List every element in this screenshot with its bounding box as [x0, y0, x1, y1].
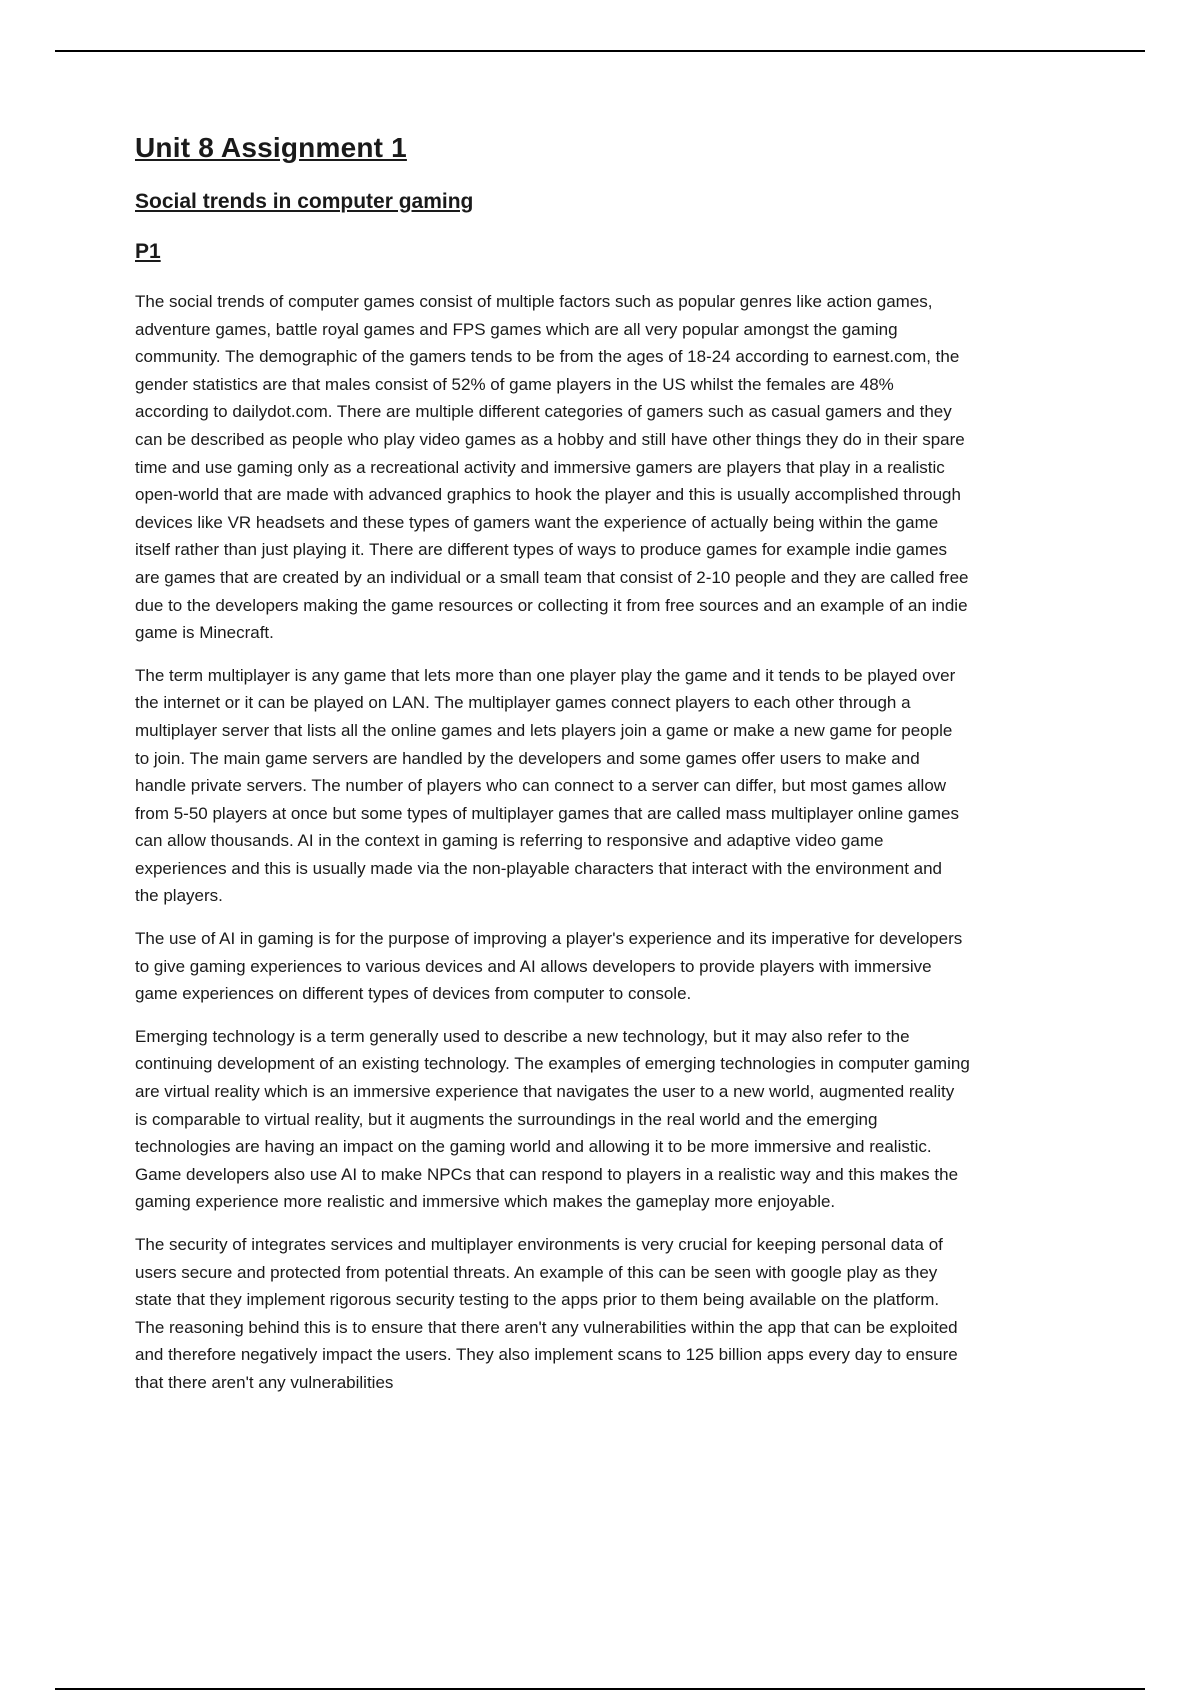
body-paragraph-3: The use of AI in gaming is for the purpose of improving a player's experience and its imperative for developers to give gaming experiences to various devices and AI allows developers to provide players with immersive game experiences on different types of devices from computer to console.: [135, 929, 963, 1004]
bottom-border-rule: [55, 1688, 1145, 1690]
body-paragraph-5: The security of integrates services and multiplayer environments is very crucial for keeping personal data of users secure and protected from potential threats. An example of this can be seen with google play as they state that they implement rigorous security testing to the apps prior to them being available on the platform. The reasoning behind this is to ensure that there aren't any vulnerabilities within the app that can be exploited and therefore negatively impact the users. They also implement scans to 125 billion apps every day to ensure that there aren't any vulnerabilities: [135, 1235, 958, 1392]
section-heading: P1: [135, 240, 161, 263]
page-title: Unit 8 Assignment 1: [135, 132, 407, 163]
document-subtitle: Social trends in computer gaming: [135, 190, 474, 213]
body-paragraph-1: The social trends of computer games consist of multiple factors such as popular genres like action games, adventure games, battle royal games and FPS games which are all very popular amongst the gaming community. The demographic of the gamers tends to be from the ages of 18-24 according to earnest.com, the gender statistics are that males consist of 52% of game players in the US whilst the females are 48% according to dailydot.com. There are multiple different categories of gamers such as casual gamers and they can be described as people who play video games as a hobby and still have other things they do in their spare time and use gaming only as a recreational activity and immersive gamers are players that play in a realistic open-world that are made with advanced graphics to hook the player and this is usually accomplished through devices like VR headsets and these types of gamers want the experience of actually being within the game itself rather than just playing it. There are different types of ways to produce games for example indie games are games that are created by an individual or a small team that consist of 2-10 people and they are called free due to the developers making the game resources or collecting it from free sources and an example of an indie game is Minecraft.: [135, 292, 969, 643]
body-paragraph-4: Emerging technology is a term generally used to describe a new technology, but it may also refer to the continuing development of an existing technology. The examples of emerging technologies in computer gaming are virtual reality which is an immersive experience that navigates the user to a new world, augmented reality is comparable to virtual reality, but it augments the surroundings in the real world and the emerging technologies are having an impact on the gaming world and allowing it to be more immersive and realistic. Game developers also use AI to make NPCs that can respond to players in a realistic way and this makes the gaming experience more realistic and immersive which makes the gameplay more enjoyable.: [135, 1026, 970, 1212]
body-paragraph-2: The term multiplayer is any game that lets more than one player play the game and it tends to be played over the internet or it can be played on LAN. The multiplayer games connect players to each other through a multiplayer server that lists all the online games and lets players join a game or make a new game for people to join. The main game servers are handled by the developers and some games offer users to make and handle private servers. The number of players who can connect to a server can differ, but most games allow from 5-50 players at once but some types of multiplayer games that are called mass multiplayer online games can allow thousands. AI in the context in gaming is referring to responsive and adaptive video game experiences and this is usually made via the non-playable characters that interact with the environment and the players.: [135, 665, 959, 906]
document-content: [135, 132, 970, 1412]
top-border-rule: [55, 50, 1145, 52]
